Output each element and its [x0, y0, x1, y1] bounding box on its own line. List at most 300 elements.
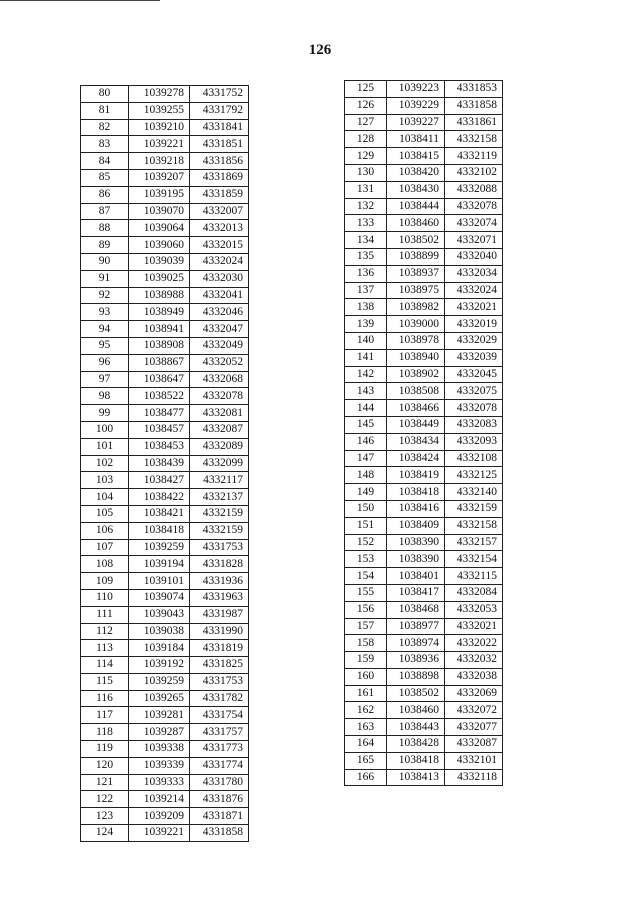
point-number-cell: 88	[81, 220, 129, 237]
y-coordinate-cell: 4331819	[190, 640, 249, 657]
y-coordinate-cell: 4331753	[190, 539, 249, 556]
point-number-cell: 112	[81, 623, 129, 640]
point-number-cell: 109	[81, 573, 129, 590]
point-number-cell: 155	[345, 584, 387, 601]
y-coordinate-cell: 4332159	[190, 505, 249, 522]
y-coordinate-cell: 4332154	[445, 551, 503, 568]
x-coordinate-cell: 1038898	[387, 668, 445, 685]
point-number-cell: 118	[81, 724, 129, 741]
x-coordinate-cell: 1039265	[129, 690, 190, 707]
table-row	[345, 702, 503, 719]
y-coordinate-cell: 4332159	[445, 500, 503, 517]
x-coordinate-cell: 1038977	[387, 618, 445, 635]
x-coordinate-cell: 1038978	[387, 332, 445, 349]
table-row	[345, 215, 503, 232]
point-number-cell: 152	[345, 534, 387, 551]
table-row	[345, 81, 503, 98]
point-number-cell: 162	[345, 702, 387, 719]
x-coordinate-cell: 1039281	[129, 707, 190, 724]
x-coordinate-cell: 1038390	[387, 551, 445, 568]
point-number-cell: 149	[345, 484, 387, 501]
x-coordinate-cell: 1039192	[129, 657, 190, 674]
point-number-cell: 140	[345, 332, 387, 349]
y-coordinate-cell: 4332075	[445, 383, 503, 400]
point-number-cell: 131	[345, 181, 387, 198]
x-coordinate-cell: 1038415	[387, 148, 445, 165]
table-row	[345, 685, 503, 702]
point-number-cell: 134	[345, 232, 387, 249]
point-number-cell: 81	[81, 102, 129, 119]
y-coordinate-cell: 4332158	[445, 517, 503, 534]
y-coordinate-cell: 4331861	[445, 114, 503, 131]
y-coordinate-cell: 4332019	[445, 316, 503, 333]
x-coordinate-cell: 1038460	[387, 702, 445, 719]
x-coordinate-cell: 1038411	[387, 131, 445, 148]
table-row	[345, 484, 503, 501]
x-coordinate-cell: 1038453	[129, 438, 190, 455]
x-coordinate-cell: 1038522	[129, 388, 190, 405]
point-number-cell: 97	[81, 371, 129, 388]
point-number-cell: 116	[81, 690, 129, 707]
point-number-cell: 89	[81, 237, 129, 254]
table-row	[81, 153, 249, 170]
table-row	[81, 472, 249, 489]
y-coordinate-cell: 4332047	[190, 321, 249, 338]
table-row	[81, 589, 249, 606]
x-coordinate-cell: 1039060	[129, 237, 190, 254]
table-row	[81, 421, 249, 438]
point-number-cell: 147	[345, 450, 387, 467]
point-number-cell: 124	[81, 825, 129, 842]
table-row	[81, 573, 249, 590]
y-coordinate-cell: 4331841	[190, 119, 249, 136]
point-number-cell: 115	[81, 673, 129, 690]
x-coordinate-cell: 1038413	[387, 769, 445, 786]
point-number-cell: 82	[81, 119, 129, 136]
table-row	[81, 522, 249, 539]
x-coordinate-cell: 1039039	[129, 253, 190, 270]
table-row	[345, 652, 503, 669]
y-coordinate-cell: 4332039	[445, 349, 503, 366]
table-row	[345, 719, 503, 736]
y-coordinate-cell: 4332125	[445, 467, 503, 484]
y-coordinate-cell: 4331752	[190, 86, 249, 103]
y-coordinate-cell: 4332071	[445, 232, 503, 249]
table-row	[345, 131, 503, 148]
y-coordinate-cell: 4332078	[445, 198, 503, 215]
x-coordinate-cell: 1038867	[129, 354, 190, 371]
table-row	[345, 668, 503, 685]
table-row	[345, 232, 503, 249]
point-number-cell: 160	[345, 668, 387, 685]
table-row	[345, 366, 503, 383]
x-coordinate-cell: 1038940	[387, 349, 445, 366]
table-row	[345, 467, 503, 484]
x-coordinate-cell: 1039259	[129, 673, 190, 690]
table-row	[81, 505, 249, 522]
x-coordinate-cell: 1038502	[387, 685, 445, 702]
x-coordinate-cell: 1038908	[129, 337, 190, 354]
y-coordinate-cell: 4332053	[445, 601, 503, 618]
point-number-cell: 83	[81, 136, 129, 153]
table-row	[81, 791, 249, 808]
table-row	[81, 186, 249, 203]
y-coordinate-cell: 4332045	[445, 366, 503, 383]
point-number-cell: 159	[345, 652, 387, 669]
y-coordinate-cell: 4331780	[190, 774, 249, 791]
point-number-cell: 166	[345, 769, 387, 786]
x-coordinate-cell: 1039210	[129, 119, 190, 136]
point-number-cell: 141	[345, 349, 387, 366]
table-row	[345, 316, 503, 333]
y-coordinate-cell: 4332158	[445, 131, 503, 148]
x-coordinate-cell: 1039287	[129, 724, 190, 741]
y-coordinate-cell: 4332040	[445, 248, 503, 265]
coordinates-table-left	[80, 85, 249, 842]
top-rule	[0, 0, 160, 1]
y-coordinate-cell: 4332024	[445, 282, 503, 299]
table-row	[81, 203, 249, 220]
point-number-cell: 84	[81, 153, 129, 170]
y-coordinate-cell: 4332041	[190, 287, 249, 304]
point-number-cell: 93	[81, 304, 129, 321]
x-coordinate-cell: 1039000	[387, 316, 445, 333]
point-number-cell: 153	[345, 551, 387, 568]
x-coordinate-cell: 1038420	[387, 164, 445, 181]
table-row	[345, 248, 503, 265]
point-number-cell: 129	[345, 148, 387, 165]
x-coordinate-cell: 1038430	[387, 181, 445, 198]
point-number-cell: 108	[81, 556, 129, 573]
point-number-cell: 126	[345, 97, 387, 114]
y-coordinate-cell: 4332078	[190, 388, 249, 405]
y-coordinate-cell: 4332032	[445, 652, 503, 669]
y-coordinate-cell: 4331825	[190, 657, 249, 674]
y-coordinate-cell: 4331753	[190, 673, 249, 690]
point-number-cell: 113	[81, 640, 129, 657]
y-coordinate-cell: 4331851	[190, 136, 249, 153]
point-number-cell: 121	[81, 774, 129, 791]
point-number-cell: 125	[345, 81, 387, 98]
x-coordinate-cell: 1039214	[129, 791, 190, 808]
y-coordinate-cell: 4332159	[190, 522, 249, 539]
x-coordinate-cell: 1038428	[387, 736, 445, 753]
x-coordinate-cell: 1039101	[129, 573, 190, 590]
point-number-cell: 137	[345, 282, 387, 299]
table-row	[345, 97, 503, 114]
y-coordinate-cell: 4332024	[190, 253, 249, 270]
table-row	[81, 455, 249, 472]
table-row	[81, 657, 249, 674]
x-coordinate-cell: 1038988	[129, 287, 190, 304]
table-row	[345, 450, 503, 467]
table-row	[345, 349, 503, 366]
x-coordinate-cell: 1039229	[387, 97, 445, 114]
y-coordinate-cell: 4332087	[445, 736, 503, 753]
point-number-cell: 150	[345, 500, 387, 517]
table-row	[345, 164, 503, 181]
x-coordinate-cell: 1039259	[129, 539, 190, 556]
point-number-cell: 139	[345, 316, 387, 333]
x-coordinate-cell: 1039255	[129, 102, 190, 119]
table-row	[81, 623, 249, 640]
x-coordinate-cell: 1038449	[387, 416, 445, 433]
y-coordinate-cell: 4332074	[445, 215, 503, 232]
table-row	[81, 741, 249, 758]
x-coordinate-cell: 1038418	[387, 484, 445, 501]
y-coordinate-cell: 4331876	[190, 791, 249, 808]
point-number-cell: 96	[81, 354, 129, 371]
table-row	[81, 724, 249, 741]
table-row	[81, 220, 249, 237]
x-coordinate-cell: 1038937	[387, 265, 445, 282]
y-coordinate-cell: 4332101	[445, 752, 503, 769]
x-coordinate-cell: 1039218	[129, 153, 190, 170]
y-coordinate-cell: 4332021	[445, 299, 503, 316]
table-row	[81, 438, 249, 455]
table-row	[81, 371, 249, 388]
point-number-cell: 91	[81, 270, 129, 287]
point-number-cell: 104	[81, 489, 129, 506]
y-coordinate-cell: 4332078	[445, 400, 503, 417]
x-coordinate-cell: 1039038	[129, 623, 190, 640]
x-coordinate-cell: 1038418	[129, 522, 190, 539]
x-coordinate-cell: 1039221	[129, 136, 190, 153]
table-row	[81, 673, 249, 690]
x-coordinate-cell: 1039333	[129, 774, 190, 791]
point-number-cell: 100	[81, 421, 129, 438]
point-number-cell: 128	[345, 131, 387, 148]
y-coordinate-cell: 4331871	[190, 808, 249, 825]
point-number-cell: 86	[81, 186, 129, 203]
table-row	[81, 774, 249, 791]
y-coordinate-cell: 4331828	[190, 556, 249, 573]
y-coordinate-cell: 4332049	[190, 337, 249, 354]
point-number-cell: 157	[345, 618, 387, 635]
table-row	[345, 752, 503, 769]
x-coordinate-cell: 1039209	[129, 808, 190, 825]
y-coordinate-cell: 4332088	[445, 181, 503, 198]
y-coordinate-cell: 4332038	[445, 668, 503, 685]
table-row	[81, 640, 249, 657]
y-coordinate-cell: 4332137	[190, 489, 249, 506]
y-coordinate-cell: 4332083	[445, 416, 503, 433]
y-coordinate-cell: 4331858	[445, 97, 503, 114]
x-coordinate-cell: 1038902	[387, 366, 445, 383]
table-row	[345, 299, 503, 316]
point-number-cell: 136	[345, 265, 387, 282]
point-number-cell: 107	[81, 539, 129, 556]
table-row	[81, 86, 249, 103]
x-coordinate-cell: 1038443	[387, 719, 445, 736]
y-coordinate-cell: 4332046	[190, 304, 249, 321]
point-number-cell: 101	[81, 438, 129, 455]
point-number-cell: 80	[81, 86, 129, 103]
table-row	[345, 332, 503, 349]
page-number: 126	[308, 42, 332, 58]
x-coordinate-cell: 1038949	[129, 304, 190, 321]
y-coordinate-cell: 4332157	[445, 534, 503, 551]
point-number-cell: 123	[81, 808, 129, 825]
table-row	[81, 757, 249, 774]
x-coordinate-cell: 1038941	[129, 321, 190, 338]
table-row	[81, 539, 249, 556]
table-row	[345, 551, 503, 568]
x-coordinate-cell: 1039184	[129, 640, 190, 657]
table-row	[345, 416, 503, 433]
point-number-cell: 145	[345, 416, 387, 433]
y-coordinate-cell: 4332052	[190, 354, 249, 371]
point-number-cell: 95	[81, 337, 129, 354]
table-row	[345, 433, 503, 450]
x-coordinate-cell: 1038417	[387, 584, 445, 601]
table-row	[345, 736, 503, 753]
table-row	[345, 181, 503, 198]
y-coordinate-cell: 4332119	[445, 148, 503, 165]
table-row	[81, 337, 249, 354]
table-row	[345, 534, 503, 551]
y-coordinate-cell: 4331754	[190, 707, 249, 724]
point-number-cell: 102	[81, 455, 129, 472]
table-row	[81, 321, 249, 338]
table-row	[81, 169, 249, 186]
x-coordinate-cell: 1038427	[129, 472, 190, 489]
x-coordinate-cell: 1039043	[129, 606, 190, 623]
x-coordinate-cell: 1039207	[129, 169, 190, 186]
point-number-cell: 130	[345, 164, 387, 181]
point-number-cell: 90	[81, 253, 129, 270]
x-coordinate-cell: 1038982	[387, 299, 445, 316]
x-coordinate-cell: 1039194	[129, 556, 190, 573]
y-coordinate-cell: 4331858	[190, 825, 249, 842]
y-coordinate-cell: 4332099	[190, 455, 249, 472]
table-row	[81, 556, 249, 573]
point-number-cell: 158	[345, 635, 387, 652]
table-row	[345, 635, 503, 652]
point-number-cell: 85	[81, 169, 129, 186]
y-coordinate-cell: 4331782	[190, 690, 249, 707]
y-coordinate-cell: 4332084	[445, 584, 503, 601]
point-number-cell: 98	[81, 388, 129, 405]
table-row	[81, 405, 249, 422]
x-coordinate-cell: 1038422	[129, 489, 190, 506]
point-number-cell: 105	[81, 505, 129, 522]
y-coordinate-cell: 4332115	[445, 568, 503, 585]
table-row	[345, 500, 503, 517]
point-number-cell: 99	[81, 405, 129, 422]
table-row	[81, 304, 249, 321]
y-coordinate-cell: 4332029	[445, 332, 503, 349]
table-row	[81, 707, 249, 724]
x-coordinate-cell: 1038460	[387, 215, 445, 232]
y-coordinate-cell: 4331757	[190, 724, 249, 741]
table-row	[81, 690, 249, 707]
x-coordinate-cell: 1038409	[387, 517, 445, 534]
point-number-cell: 161	[345, 685, 387, 702]
x-coordinate-cell: 1038418	[387, 752, 445, 769]
x-coordinate-cell: 1038419	[387, 467, 445, 484]
table-row	[81, 808, 249, 825]
point-number-cell: 106	[81, 522, 129, 539]
y-coordinate-cell: 4331987	[190, 606, 249, 623]
table-row	[81, 237, 249, 254]
y-coordinate-cell: 4332081	[190, 405, 249, 422]
table-row	[345, 198, 503, 215]
table-row	[345, 568, 503, 585]
x-coordinate-cell: 1038899	[387, 248, 445, 265]
point-number-cell: 94	[81, 321, 129, 338]
y-coordinate-cell: 4332140	[445, 484, 503, 501]
x-coordinate-cell: 1039195	[129, 186, 190, 203]
point-number-cell: 122	[81, 791, 129, 808]
table-row	[345, 148, 503, 165]
point-number-cell: 120	[81, 757, 129, 774]
y-coordinate-cell: 4331792	[190, 102, 249, 119]
x-coordinate-cell: 1038421	[129, 505, 190, 522]
y-coordinate-cell: 4332068	[190, 371, 249, 388]
y-coordinate-cell: 4331856	[190, 153, 249, 170]
y-coordinate-cell: 4332093	[445, 433, 503, 450]
x-coordinate-cell: 1038502	[387, 232, 445, 249]
x-coordinate-cell: 1038936	[387, 652, 445, 669]
point-number-cell: 164	[345, 736, 387, 753]
table-row	[345, 400, 503, 417]
table-row	[81, 287, 249, 304]
y-coordinate-cell: 4332089	[190, 438, 249, 455]
coordinates-table-left-body	[81, 86, 249, 842]
x-coordinate-cell: 1038390	[387, 534, 445, 551]
x-coordinate-cell: 1038647	[129, 371, 190, 388]
coordinates-table-right	[344, 80, 503, 786]
point-number-cell: 110	[81, 589, 129, 606]
point-number-cell: 143	[345, 383, 387, 400]
table-row	[81, 119, 249, 136]
point-number-cell: 142	[345, 366, 387, 383]
y-coordinate-cell: 4331936	[190, 573, 249, 590]
y-coordinate-cell: 4332108	[445, 450, 503, 467]
table-row	[345, 618, 503, 635]
table-row	[345, 114, 503, 131]
point-number-cell: 156	[345, 601, 387, 618]
table-row	[81, 270, 249, 287]
y-coordinate-cell: 4332013	[190, 220, 249, 237]
x-coordinate-cell: 1039223	[387, 81, 445, 98]
y-coordinate-cell: 4331774	[190, 757, 249, 774]
y-coordinate-cell: 4332022	[445, 635, 503, 652]
point-number-cell: 111	[81, 606, 129, 623]
y-coordinate-cell: 4332118	[445, 769, 503, 786]
x-coordinate-cell: 1038477	[129, 405, 190, 422]
x-coordinate-cell: 1039221	[129, 825, 190, 842]
x-coordinate-cell: 1039070	[129, 203, 190, 220]
x-coordinate-cell: 1038434	[387, 433, 445, 450]
point-number-cell: 132	[345, 198, 387, 215]
y-coordinate-cell: 4332069	[445, 685, 503, 702]
y-coordinate-cell: 4332087	[190, 421, 249, 438]
y-coordinate-cell: 4332015	[190, 237, 249, 254]
coordinates-table-right-body	[345, 81, 503, 786]
x-coordinate-cell: 1038444	[387, 198, 445, 215]
x-coordinate-cell: 1038975	[387, 282, 445, 299]
table-row	[81, 489, 249, 506]
point-number-cell: 163	[345, 719, 387, 736]
y-coordinate-cell: 4332030	[190, 270, 249, 287]
y-coordinate-cell: 4332117	[190, 472, 249, 489]
table-row	[345, 517, 503, 534]
x-coordinate-cell: 1038457	[129, 421, 190, 438]
table-row	[81, 102, 249, 119]
table-row	[345, 282, 503, 299]
